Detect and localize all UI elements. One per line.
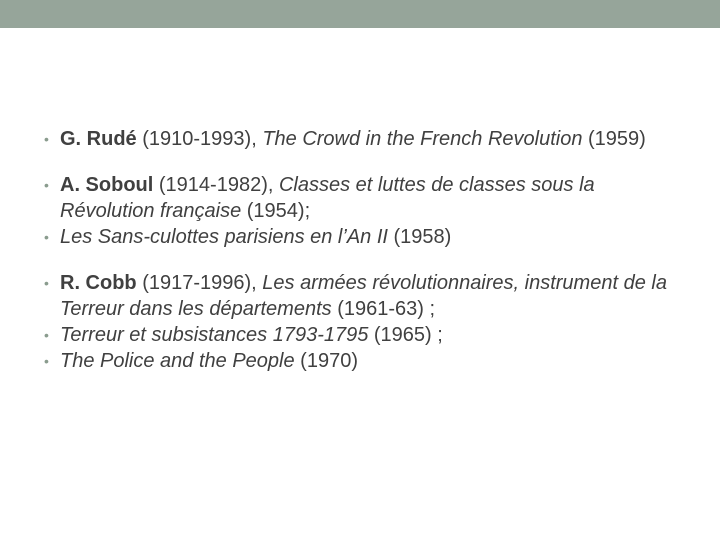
work-title: Terreur et subsistances 1793-1795 (60, 324, 369, 346)
work-year: (1965) ; (368, 324, 443, 346)
author-name: G. Rudé (60, 128, 137, 150)
work-title: Les Sans-culottes parisiens en l’An II (60, 226, 388, 248)
work-title: The Crowd in the French Revolution (262, 128, 583, 150)
list-item (44, 172, 694, 224)
list-item (44, 224, 694, 250)
header-bar (0, 0, 720, 28)
author-name: A. Soboul (60, 174, 154, 196)
bullet-icon: • (44, 177, 49, 193)
work-title: The Police and the People (60, 350, 295, 372)
work-year: (1958) (387, 226, 452, 248)
bullet-icon: • (44, 131, 49, 147)
list-item (44, 270, 694, 322)
work-year: (1959) (582, 128, 646, 150)
bullet-icon: • (44, 229, 49, 245)
bibliography-list (44, 126, 694, 374)
author-dates: (1914-1982), (153, 174, 279, 196)
work-title: Classes et luttes de classes sous la Révolution française (60, 174, 595, 222)
bullet-group-rude (44, 126, 694, 152)
list-item (44, 126, 694, 152)
bullet-icon: • (44, 353, 49, 369)
work-year: (1954); (241, 200, 311, 222)
bullet-icon: • (44, 327, 49, 343)
work-title: Les armées révolutionnaires, instrument de la Terreur dans les départements (60, 272, 667, 320)
work-year: (1961-63) ; (331, 298, 436, 320)
author-dates: (1917-1996), (136, 272, 263, 294)
author-dates: (1910-1993), (136, 128, 263, 150)
author-name: R. Cobb (60, 272, 137, 294)
bullet-group-cobb (44, 270, 694, 374)
bullet-group-soboul (44, 172, 694, 250)
bullet-icon: • (44, 275, 49, 291)
list-item (44, 348, 694, 374)
work-year: (1970) (294, 350, 358, 372)
list-item (44, 322, 694, 348)
